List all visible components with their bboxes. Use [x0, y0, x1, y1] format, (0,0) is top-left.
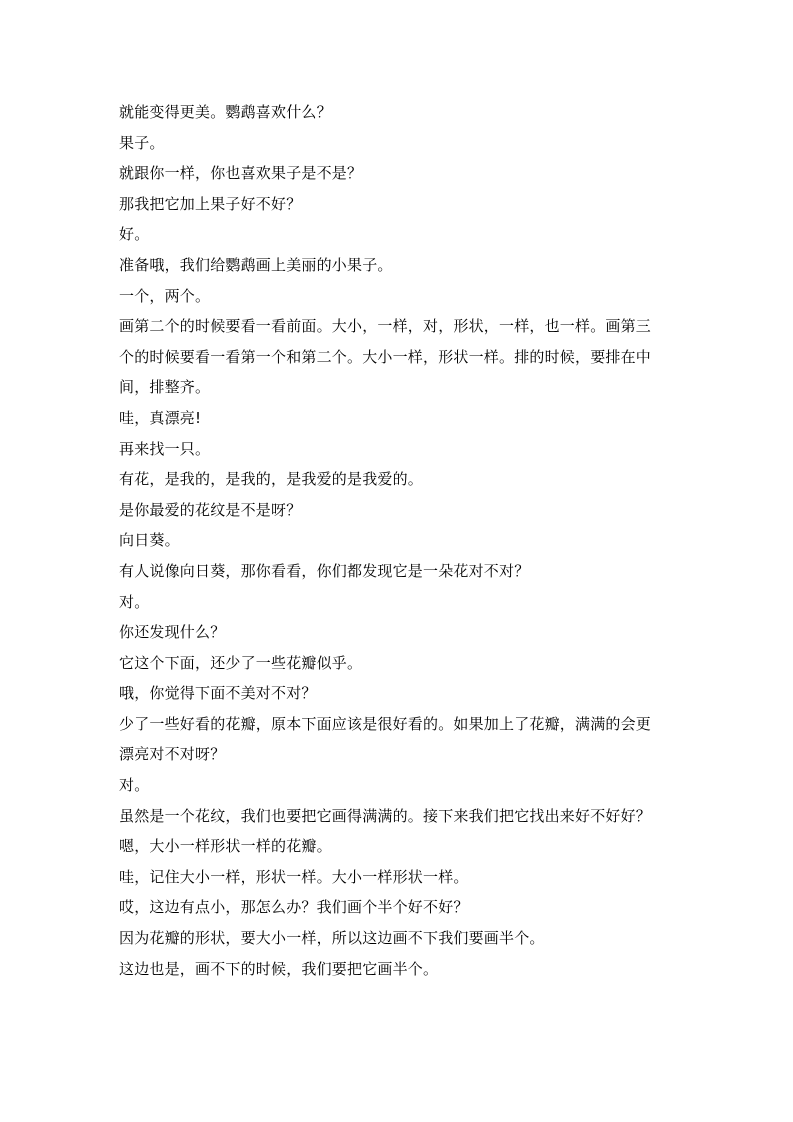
transcript-text — [119, 97, 679, 984]
text-line: 再来找一只。 — [119, 439, 211, 458]
text-line: 哎，这边有点小，那怎么办？我们画个半个好不好？ — [119, 898, 469, 917]
text-line: 嗯，大小一样形状一样的花瓣。 — [119, 837, 332, 856]
text-line: 那我把它加上果子好不好？ — [119, 194, 302, 213]
text-line: 间，排整齐。 — [119, 378, 211, 397]
text-line: 对。 — [119, 776, 150, 795]
text-line: 哇，真漂亮! — [119, 408, 202, 427]
text-line: 准备哦，我们给鹦鹉画上美丽的小果子。 — [119, 255, 393, 274]
text-line: 因为花瓣的形状，要大小一样，所以这边画不下我们要画半个。 — [119, 929, 545, 948]
text-line: 对。 — [119, 592, 150, 611]
text-line: 好。 — [119, 225, 150, 244]
text-line: 就跟你一样，你也喜欢果子是不是？ — [119, 164, 363, 183]
text-line: 少了一些好看的花瓣，原本下面应该是很好看的。如果加上了花瓣，满满的会更 — [119, 714, 652, 733]
text-line: 虽然是一个花纹，我们也要把它画得满满的。接下来我们把它找出来好不好好？ — [119, 806, 652, 825]
text-line: 有人说像向日葵，那你看看，你们都发现它是一朵花对不对？ — [119, 561, 530, 580]
text-line: 画第二个的时候要看一看前面。大小，一样，对，形状，一样，也一样。画第三 — [119, 317, 652, 336]
text-line: 个的时候要看一看第一个和第二个。大小一样，形状一样。排的时候，要排在中 — [119, 347, 652, 366]
text-line: 有花，是我的，是我的，是我爱的是我爱的。 — [119, 470, 424, 489]
text-line: 漂亮对不对呀？ — [119, 745, 226, 764]
text-line: 它这个下面，还少了一些花瓣似乎。 — [119, 653, 363, 672]
text-line: 就能变得更美。鹦鹉喜欢什么？ — [119, 103, 332, 121]
text-line: 果子。 — [119, 133, 165, 152]
text-line: 这边也是，画不下的时候，我们要把它画半个。 — [119, 959, 439, 978]
text-line: 哇，记住大小一样，形状一样。大小一样形状一样。 — [119, 867, 469, 886]
text-line: 向日葵。 — [119, 531, 180, 550]
text-line: 哦，你觉得下面不美对不对？ — [119, 684, 317, 703]
text-line: 你还发现什么？ — [119, 623, 226, 642]
text-line: 是你最爱的花纹是不是呀？ — [119, 500, 302, 519]
text-line: 一个，两个。 — [119, 286, 211, 305]
